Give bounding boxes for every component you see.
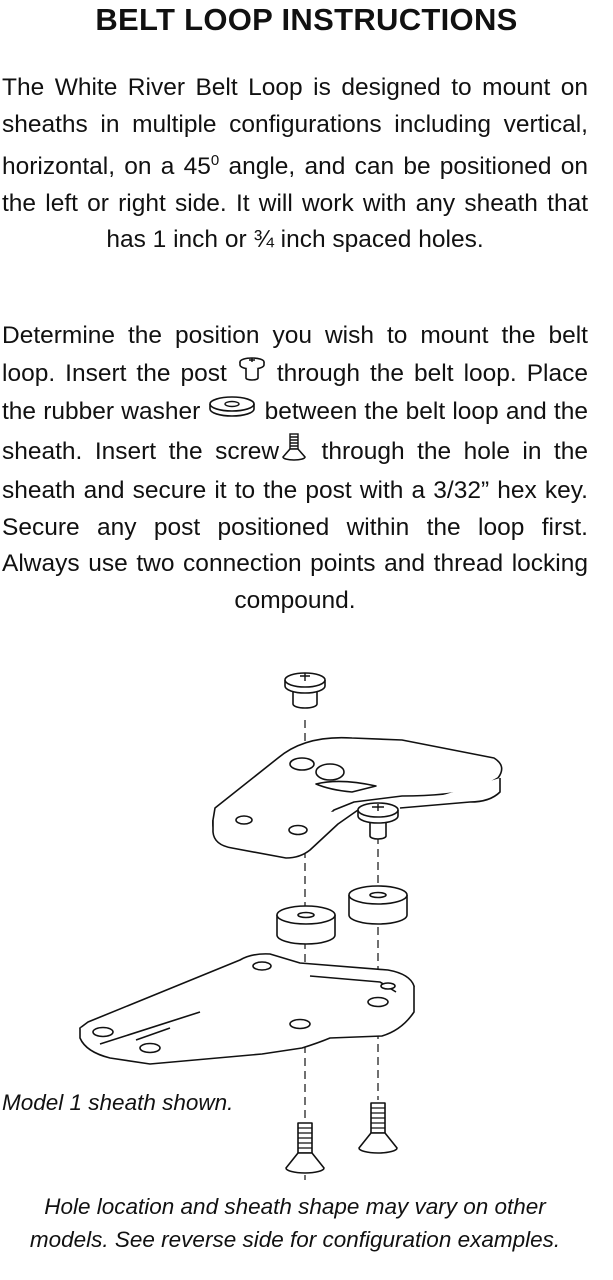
sheath: [80, 954, 414, 1064]
right-post: [358, 803, 398, 839]
instructions-paragraph: [2, 318, 588, 619]
page-title: BELT LOOP INSTRUCTIONS: [95, 2, 518, 37]
washer-icon: [207, 394, 257, 432]
left-screw: [286, 1123, 324, 1173]
intro-text-1: The White River Belt Loop is designed to mount on sheaths in multiple configurations including vertical, horizontal, on a 45: [2, 74, 588, 181]
intro-paragraph: [2, 70, 588, 259]
model-caption: Model 1 sheath shown.: [2, 1090, 234, 1115]
variation-note: Hole location and sheath shape may vary on other models. See reverse side for configuration examples.: [29, 1194, 561, 1252]
instructions-text-3: between the belt loop and the sheath. Insert the screw: [2, 398, 588, 465]
right-washer: [349, 886, 407, 924]
belt-loop: [213, 738, 502, 858]
right-screw: [359, 1103, 397, 1153]
top-post: [285, 673, 325, 708]
intro-text-2: angle, and can be positioned on the left or right side. It will work with any sheath that has 1 inch or ¾ inch spaced holes.: [2, 153, 588, 254]
instructions-text-1: Determine the position you wish to mount the belt loop. Insert the post: [2, 322, 588, 387]
left-washer: [277, 906, 335, 944]
instructions-text-2: through the belt loop. Place the rubber washer: [2, 359, 588, 426]
instructions-text-4: through the hole in the sheath and secure it to the post with a 3/32” hex key. Secure any post positioned within the loop first. Always use two connection points and thread locking compound.: [2, 437, 588, 614]
degree-superscript: 0: [210, 152, 220, 169]
screw-icon: [279, 432, 309, 474]
post-icon: [237, 355, 267, 395]
